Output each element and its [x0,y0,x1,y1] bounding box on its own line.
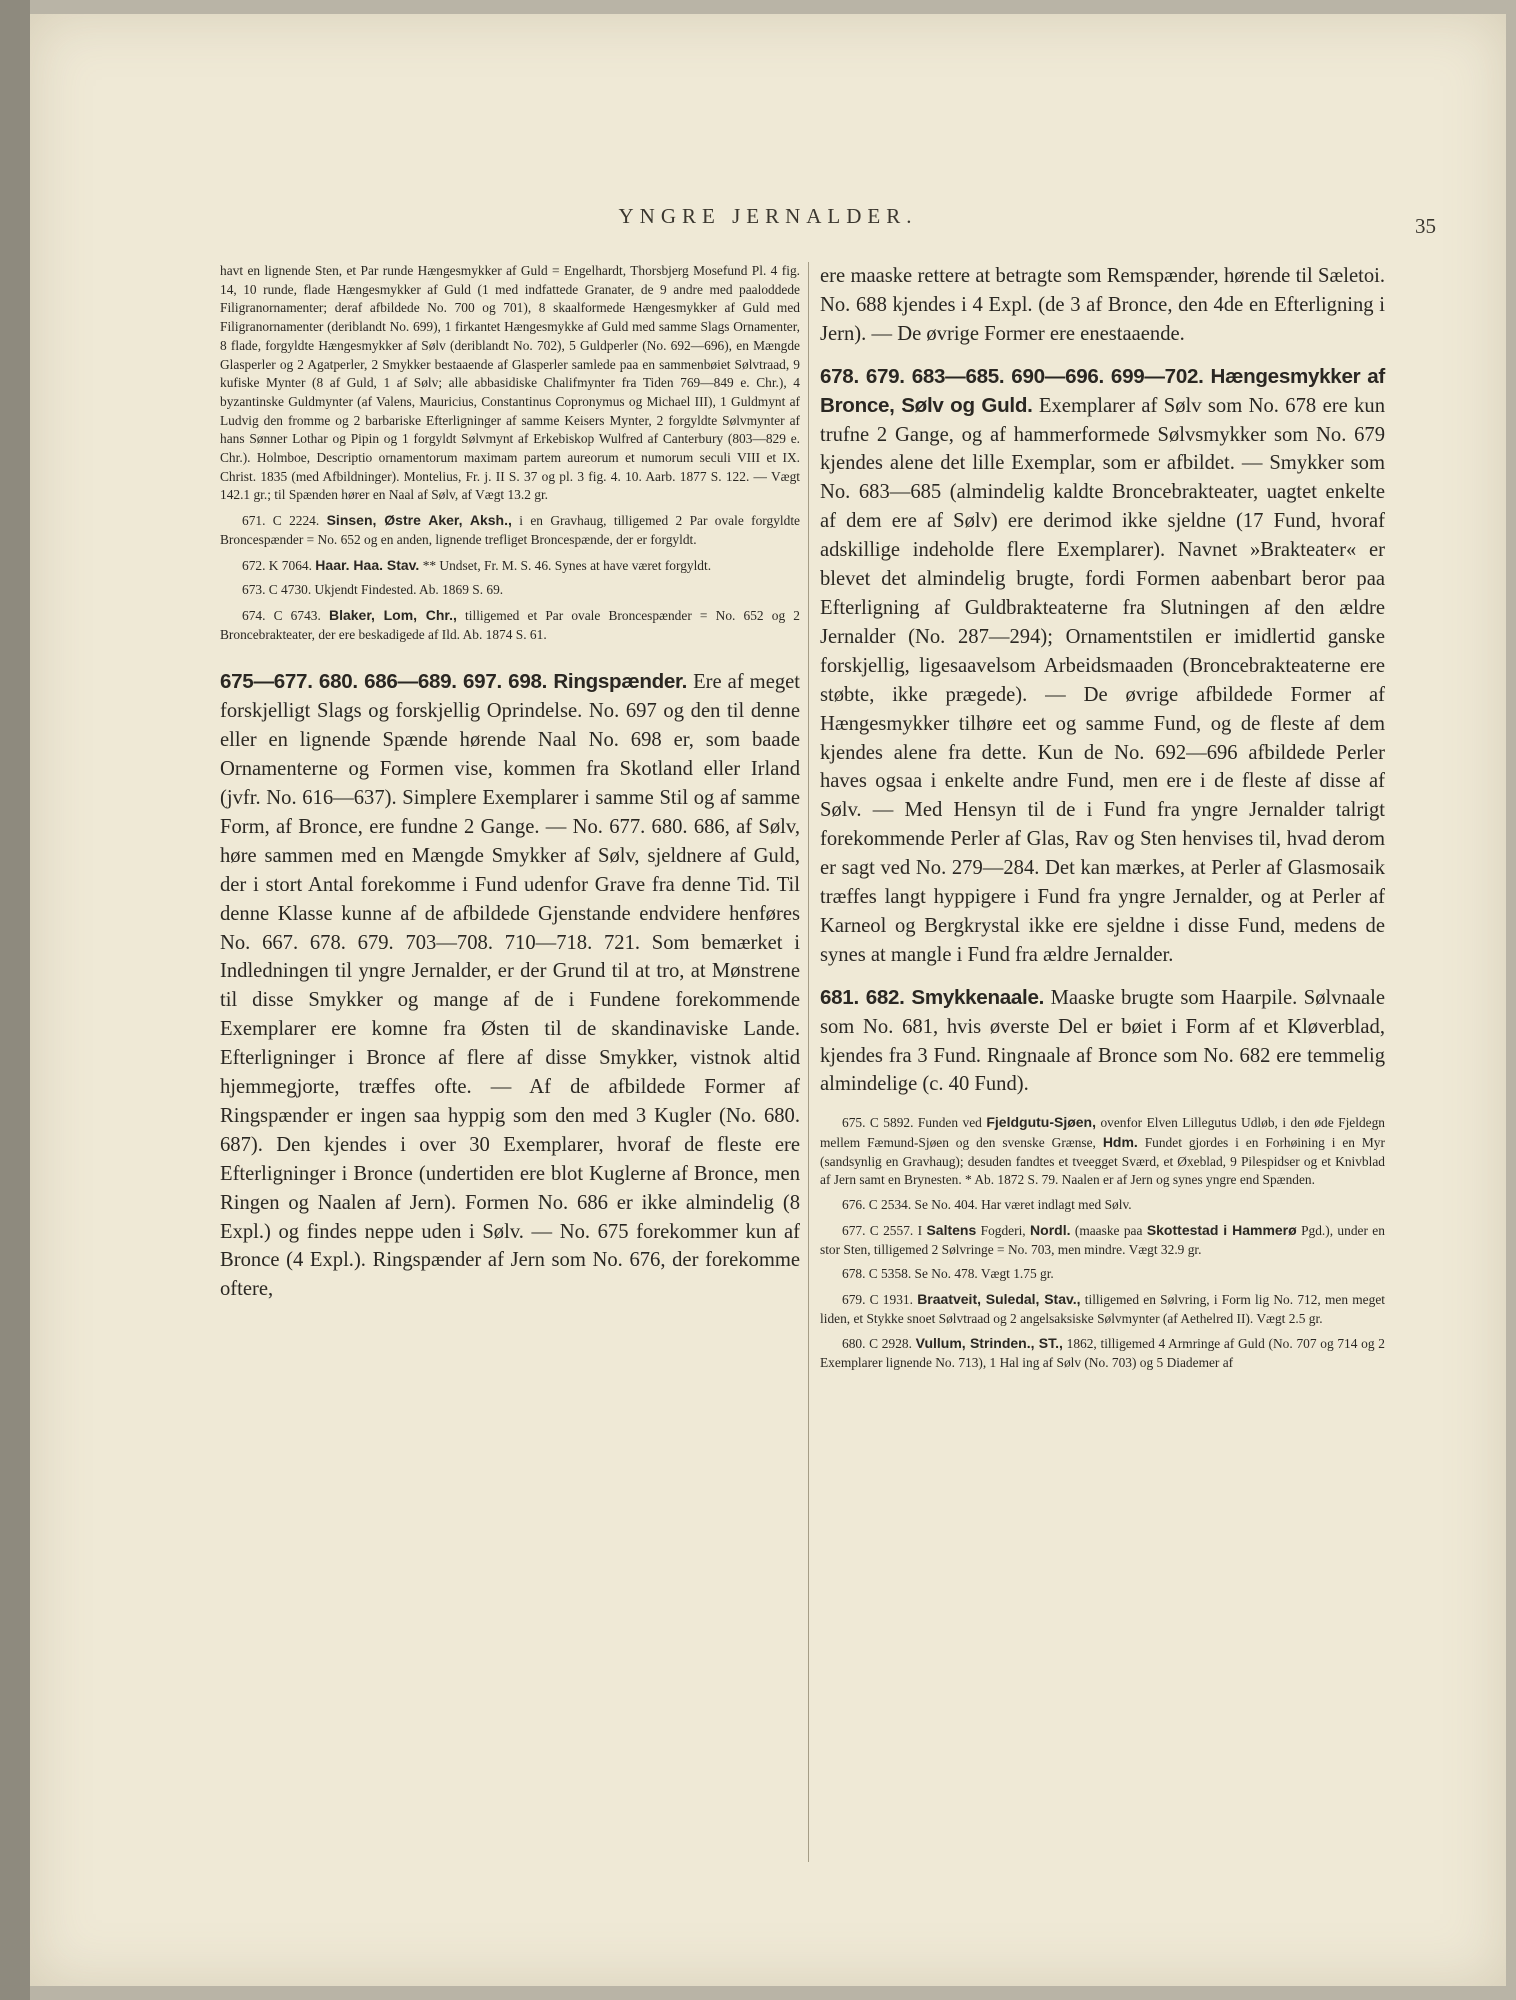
column-divider [808,262,809,1862]
entry-674: 674. C 6743. Blaker, Lom, Chr., tilligemed et Par ovale Broncespænder = No. 652 og 2 Broncebrakteater, der ere beskadigede af Ild. Ab. 1874 S. 61. [220,606,801,642]
section-heading: 681. 682. Smykkenaale. [820,985,1045,1009]
right-column [820,262,1385,1373]
entry-680: 680. C 2928. Vullum, Strinden., ST., 1862, tilligemed 4 Armringe af Guld (No. 707 og 714 og 2 Exemplarer lignende No. 713), 1 Hal ing af Sølv (No. 703) og 5 Diademer af [820,1335,1385,1371]
section-smykkenaale: 681. 682. Smykkenaale. Maaske brugte som Haarpile. Sølvnaale som No. 681, hvis øverste Del er bøiet i Form af et Kløverblad, kjendes fra 3 Fund. Ringnaale af Bronce som No. 682 ere temmelig almindelige (c. 40 Fund). [820,985,1386,1096]
section-heading: 675—677. 680. 686—689. 697. 698. Ringspænder. [220,670,688,694]
section-ringspaender: 675—677. 680. 686—689. 697. 698. Ringspænder. Ere af meget forskjelligt Slags og forskjellig Oprindelse. No. 697 og den til denne eller en lignende Spænde hørende Naal No. 698 er, som baade Ornamenterne og Formen vise, kommen fra Skotland eller Irland (jvfr. No. 616—637). Simplere Exemplarer i samme Stil og af samme Form, af Bronce, ere fundne 2 Gange. — No. 677. 680. 686, af Sølv, høre sammen med en Mængde Smykker af Sølv, sjeldnere af Guld, der i stort Antal forekomme i Fund udenfor Grave fra denne Tid. Til denne Klasse kunne af de afbildede Gjenstande endvidere henføres No. 667. 678. 679. 703—708. 710—718. 721. Som bemærket i Indledningen til yngre Jernalder, er der Grund til at tro, at Mønstrene til disse Smykker og mange af de i Fundene forekommende Exemplarer ere komne fra Østen til de skandinaviske Lande. Efterligninger i Bronce af flere af disse Smykker, vistnok altid hjemmegjorte, træffes ofte. — Af de afbildede Former af Ringspænder er ingen saa hyppig som den med 3 Kugler (No. 680. 687). Den kjendes i over 30 Exemplarer, hvoraf de fleste ere Efterligninger i Bronce (undertiden ere blot Kuglerne af Bronce, men Ringen og Naalen af Jern). Formen No. 686 er ikke almindelig (8 Expl.) og findes neppe uden i Sølv. — No. 675 forekommer kun af Bronce (4 Expl.). Ringspænder af Jern som No. 676, der forekomme oftere, [220,670,800,1301]
entry-678: 678. C 5358. Se No. 478. Vægt 1.75 gr. [842,1266,1054,1282]
section-haengesmykker: 678. 679. 683—685. 690—696. 699—702. Hængesmykker af Bronce, Sølv og Guld. Exemplarer af Sølv som No. 678 ere kun trufne 2 Gange, og af hammerformede Sølvsmykker som No. 679 kjendes alene det lille Exemplar, som er afbildet. — Smykker som No. 683—685 (almindelig kaldte Broncebrakteater, uagtet enkelte af dem ere af Sølv) ere derimod ikke sjeldne (17 Fund, hvoraf adskillige indeholde flere Exemplarer). Navnet »Brakteater« er blevet det almindelig brugte, fordi Formen aabenbart beror paa Efterligning af Guldbrakteaterne fra Slutningen af den ældre Jernalder (No. 287—294); Ornamentstilen er imidlertid ganske forskjellig, ligesaavelsom Arbeidsmaaden (Broncebrakteaterne ere støbte, ikke prægede). — De øvrige afbildede Former af Hængesmykker tilhøre eet og samme Fund, og de fleste af dem kjendes alene fra dette. Kun de No. 692—696 afbildede Perler haves ogsaa i enkelte andre Fund, men ere i de fleste af disse af Sølv. — Med Hensyn til de i Fund fra yngre Jernalder talrigt forekommende Perler af Glas, Rav og Sten henvises til, hvad derom er sagt ved No. 279—284. Det kan mærkes, at Perler af Glasmosaik træffes langt hyppigere i Fund fra yngre Jernalder, og at Perler af Karneol og Bergkrystal ikke ere sjeldne i disse Fund, medens de synes at mangle i Fund fra ældre Jernalder. [820,364,1385,966]
continued-paragraph: ere maaske rettere at betragte som Remspænder, hørende til Sæletoi. No. 688 kjendes i 4 Expl. (de 3 af Bronce, den 4de en Efterligning i Jern). — De øvrige Former ere enestaaende. [820,265,1385,345]
entry-679: 679. C 1931. Braatveit, Suledal, Stav., tilligemed en Sølvring, i Form lig No. 712, men meget liden, et Stykke snoet Sølvtraad og 2 angelsaksiske Sølvmynter (af Aethelred II). Vægt 2.5 gr. [820,1291,1385,1326]
entry-675: 675. C 5892. Funden ved Fjeldgutu-Sjøen, ovenfor Elven Lillegutus Udløb, i den øde Fjeldegn mellem Fæmund-Sjøen og den svenske Grænse, Hdm. Fundet gjordes i en Forhøining i en Myr (sandsynlig en Gravhaug); desuden fandtes et tveegget Sværd, et Øxeblad, 9 Pilespidser og et Knivblad af Jern samt en Brynesten. * Ab. 1872 S. 79. Naalen er af Jern og synes yngre end Spænden. [820,1114,1385,1188]
entry-677: 677. C 2557. I Saltens Fogderi, Nordl. (maaske paa Skottestad i Hammerø Pgd.), under en stor Sten, tilligemed 2 Sølvringe = No. 703, men mindre. Vægt 32.9 gr. [820,1221,1385,1257]
intro-paragraph: havt en lignende Sten, et Par runde Hængesmykker af Guld = Engelhardt, Thorsbjerg Mosefund Pl. 4 fig. 14, 10 runde, flade Hængesmykker af Guld (1 med indfattede Granater, de 9 andre med paaloddede Filigranornamenter; deraf afbildede No. 700 og 701), 8 skaalformede Hængesmykker af Guld med Filigranornamenter (deriblandt No. 699), 1 firkantet Hængesmykke af Guld med samme Slags Ornamenter, 8 flade, forgyldte Hængesmykker af Sølv (deriblandt No. 702), 5 Guldperler (No. 692—696), en Mængde Glasperler og 2 Agatperler, 2 Smykker bestaaende af Glasperler samlede paa en sammenbøiet Sølvtraad, 9 kufiske Mynter (8 af Guld, 1 af Sølv; alle abbasidiske Chalifmynter fra Tiden 769—849 e. Chr.), 4 byzantinske Guldmynter (af Valens, Mauricius, Constantinus Copronymus og Michael III), 1 Guldmynt af Ludvig den fromme og 2 barbariske Efterligninger af samme Keisers Mynter, 2 forgyldte Sølvmynter af hans Sønner Lothar og Pipin og 1 forgyldt Sølvmynt af Erkebiskop Wulfred af Canterbury (803—829 e. Chr.). Holmboe, Descriptio ornamentorum maximam partem aureorum et numorum seculi VIII et IX. Christ. 1835 (med Afbildninger). Montelius, Fr. j. II S. 37 og pl. 3 fig. 4. 10. Aarb. 1877 S. 122. — Vægt 142.1 gr.; til Spænden hører en Naal af Sølv, af Vægt 13.2 gr. [220,263,800,503]
section-heading: 678. 679. 683—685. 690—696. 699—702. Hængesmykker af Bronce, Sølv og Guld. [820,364,1385,417]
entry-671: 671. C 2224. Sinsen, Østre Aker, Aksh., i en Gravhaug, tilligemed 2 Par ovale forgyldte Broncespænder = No. 652 og en anden, lignende trefliget Broncespænde, der er forgyldt. [220,512,800,547]
book-spine-edge [0,0,30,2000]
entry-676: 676. C 2534. Se No. 404. Har været indlagt med Sølv. [842,1197,1132,1213]
scanned-page [30,14,1506,1986]
entry-672: 672. K 7064. Haar. Haa. Stav. ** Undset, Fr. M. S. 46. Synes at have været forgyldt. [242,556,712,573]
running-header: YNGRE JERNALDER. [618,204,918,228]
left-column [220,262,800,1304]
entry-673: 673. C 4730. Ukjendt Findested. Ab. 1869 S. 69. [242,582,504,598]
page-number: 35 [1415,214,1436,238]
